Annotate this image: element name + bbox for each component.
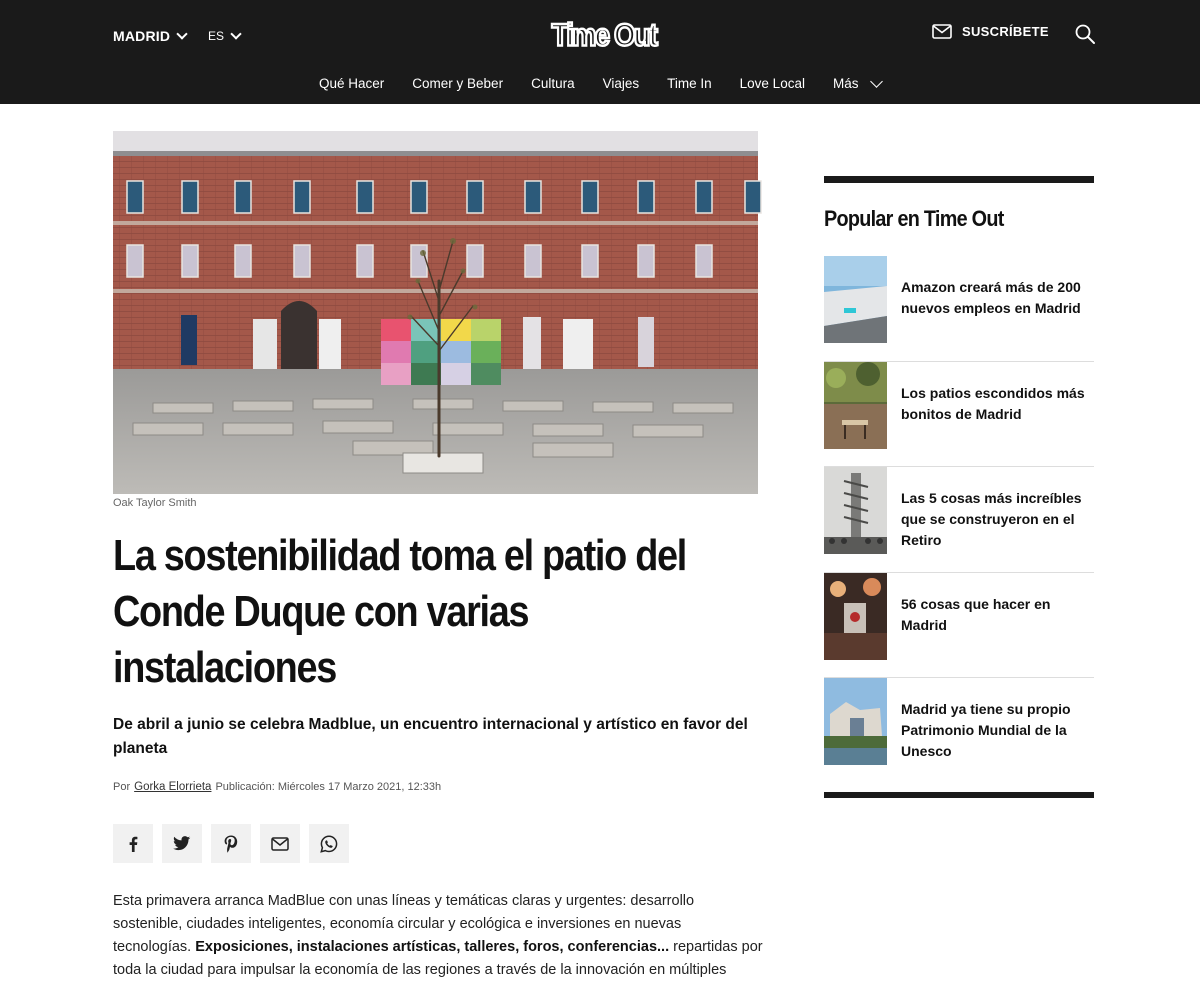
email-icon	[271, 837, 289, 851]
share-pinterest-button[interactable]	[211, 824, 251, 863]
popular-thumbnail-patios	[824, 362, 887, 449]
logo-text: Time Out	[551, 17, 657, 53]
nav-love-local[interactable]: Love Local	[739, 76, 805, 91]
popular-thumbnail-cosas	[824, 573, 887, 660]
popular-title: Popular en Time Out	[824, 206, 1004, 231]
share-whatsapp-button[interactable]	[309, 824, 349, 863]
popular-thumbnail-amazon	[824, 256, 887, 343]
language-label: ES	[208, 29, 225, 43]
popular-item-title: Los patios escondidos más bonitos de Madrid	[901, 384, 1085, 422]
hero-image	[113, 131, 758, 494]
popular-item-title: Las 5 cosas más increíbles que se construyeron en el Retiro	[901, 490, 1082, 548]
article-body	[113, 890, 763, 982]
article-title: La sostenibilidad toma el patio del Conde Duque con varias instalaciones	[113, 531, 687, 692]
author-link[interactable]: Gorka Elorrieta	[134, 781, 212, 793]
popular-thumbnail-unesco	[824, 678, 887, 765]
share-bar	[113, 824, 349, 863]
publish-date: Publicación: Miércoles 17 Marzo 2021, 12:33h	[215, 781, 442, 793]
sidebar-bottom-rule	[824, 792, 1094, 798]
body-rest: repartidas por toda la ciudad para impulsar la economía de las regiones a través de la innovación en múltiples	[113, 939, 763, 978]
body-bold: Exposiciones, instalaciones artísticas, talleres, foros, conferencias...	[195, 939, 670, 955]
nav-mas-label: Más	[832, 76, 859, 91]
popular-item[interactable]	[824, 467, 1094, 573]
nav-time-in[interactable]: Time In	[667, 76, 712, 91]
popular-item[interactable]	[824, 678, 1094, 784]
main-nav	[319, 76, 881, 91]
nav-que-hacer[interactable]: Qué Hacer	[319, 76, 385, 91]
popular-item[interactable]	[824, 256, 1094, 362]
subscribe-button[interactable]	[932, 24, 1049, 39]
chevron-down-icon	[177, 28, 188, 39]
nav-comer-y-beber[interactable]: Comer y Beber	[412, 76, 504, 91]
subscribe-label: SUSCRÍBETE	[962, 24, 1049, 39]
byline	[113, 781, 441, 793]
sidebar-top-rule	[824, 176, 1094, 183]
facebook-icon	[126, 836, 140, 852]
nav-cultura[interactable]: Cultura	[531, 76, 575, 91]
image-credit: Oak Taylor Smith	[113, 497, 197, 509]
nav-viajes[interactable]: Viajes	[602, 76, 640, 91]
article-subtitle: De abril a junio se celebra Madblue, un encuentro internacional y artístico en favor del planeta	[113, 716, 748, 757]
popular-item-title: 56 cosas que hacer en Madrid	[901, 595, 1051, 633]
share-facebook-button[interactable]	[113, 824, 153, 863]
chevron-down-icon	[230, 28, 241, 39]
pinterest-icon	[224, 835, 238, 853]
language-selector[interactable]	[208, 29, 240, 43]
byline-prefix: Por	[113, 781, 131, 793]
site-header	[0, 0, 1200, 104]
popular-list	[824, 256, 1094, 784]
popular-item[interactable]	[824, 573, 1094, 679]
popular-item[interactable]	[824, 362, 1094, 468]
twitter-icon	[173, 836, 191, 851]
body-intro: Esta primavera arranca MadBlue con unas líneas y temáticas claras y urgentes: desarrollo sostenible, ciudades inteligentes, economía circular y ecológica e inversiones en nuevas tecnologías.	[113, 893, 695, 955]
nav-mas[interactable]	[833, 76, 882, 91]
city-selector[interactable]	[113, 28, 186, 44]
whatsapp-icon	[320, 835, 338, 853]
mail-icon	[932, 24, 952, 39]
timeout-logo[interactable]	[551, 14, 657, 54]
popular-thumbnail-retiro	[824, 467, 887, 554]
share-twitter-button[interactable]	[162, 824, 202, 863]
popular-item-title: Amazon creará más de 200 nuevos empleos en Madrid	[901, 279, 1081, 316]
chevron-down-icon	[871, 75, 884, 88]
city-label: MADRID	[113, 28, 171, 44]
popular-item-title: Madrid ya tiene su propio Patrimonio Mundial de la Unesco	[901, 701, 1071, 759]
share-email-button[interactable]	[260, 824, 300, 863]
search-icon[interactable]	[1074, 23, 1096, 45]
